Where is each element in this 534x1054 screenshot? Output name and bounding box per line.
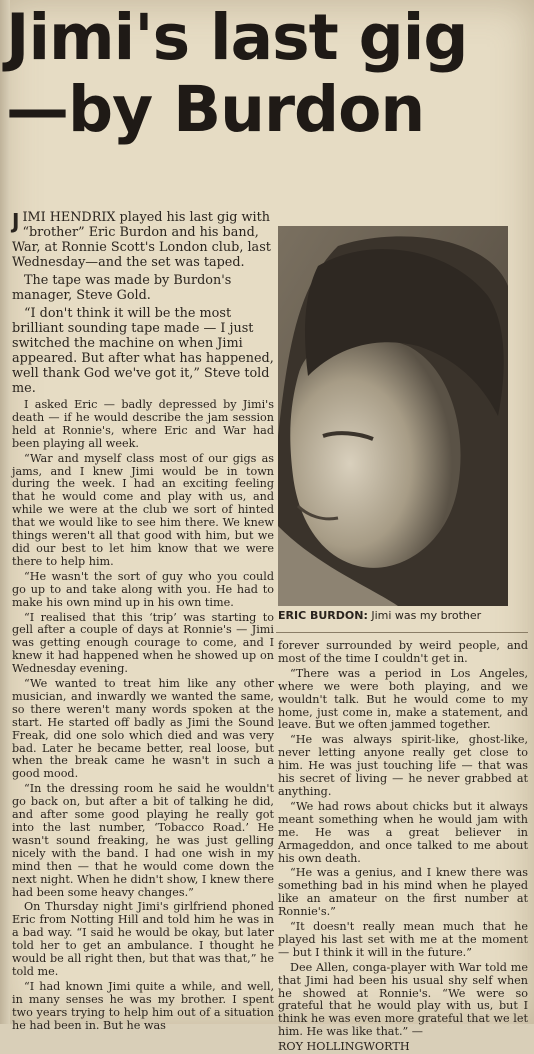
article-paragraph: “In the dressing room he said he wouldn't go back on, but after a bit of talking he did, and after some good playing he really got into the last number, ‘Tobacco Road.’ He wasn't sound freaking, he was just gelling nicely with the band. I had one wish in my mind then — that he would come down the next night. When he didn't show, I knew there had been some heavy changes.” [12,782,274,899]
caption-name: ERIC BURDON: [278,609,368,622]
article-paragraph: I asked Eric — badly depressed by Jimi's death — if he would describe the jam session held at Ronnie's, where Eric and War had been playing all week. [12,398,274,450]
article-paragraph: Dee Allen, conga-player with War told me that Jimi had been his usual shy self when he showed at Ronnie's. “We were so grateful that he would play with us, but I think he was even more grateful that we let him. He was like that.” — [278,960,528,1039]
article-paragraph: “There was a period in Los Angeles, where we were both playing, and we wouldn't talk. But he would come to my home, just come in, make a statement, and leave. But we often jammed together. [278,666,528,732]
portrait-illustration [278,226,508,606]
article-paragraph: “We had rows about chicks but it always meant something when he would jam with me. He was a great believer in Armageddon, and once talked to me about his own death. [278,799,528,865]
article-paragraph: “War and myself class most of our gigs as jams, and I knew Jimi would be in town during the week. I had an exciting feeling that he would come and play with us, and while we were at the club we sort of hinted that we would like to see him there. We knew things weren't all that good with him, but we did our best to let him know that we were there to help him. [12,451,274,568]
article-paragraph: “We wanted to treat him like any other musician, and inwardly we wanted the same, so there weren't many words spoken at the start. He started off badly as Jimi the Sound Freak, did one solo which died and was very bad. Later he became better, real loose, but when the break came he wasn't in such a good mood. [12,677,274,781]
article-paragraph: “He wasn't the sort of guy who you could go up to and take along with you. He had to make his own mind up in his own time. [12,569,274,609]
article-paragraph: “He was a genius, and I knew there was something bad in his mind when he played like an amateur on the first number at Ronnie's.” [278,866,528,919]
lead-paragraph: The tape was made by Burdon's manager, Steve Gold. [12,273,232,303]
headline [6,2,530,146]
photo-caption [278,609,528,623]
byline: ROY HOLLINGWORTH [278,1040,410,1054]
left-column [12,209,274,1032]
right-column [278,639,528,1054]
caption-divider [276,632,528,633]
eric-burdon-photo [278,226,508,606]
article-paragraph: “It doesn't really mean much that he played his last set with me at the moment — but I think it will in the future.” [278,920,528,959]
article-paragraph: “I realised that this ‘trip’ was starting to gell after a couple of days at Ronnie's — Jimi was getting enough courage to come, and I knew it had happened when he showed up on Wednesday evening. [12,610,274,676]
lead-paragraph: JIMI HENDRIX played his last gig with “brother” Eric Burdon and his band, War, at Ronnie Scott's London club, last Wednesday—and the set was taped. [12,209,271,270]
page-edge [0,0,10,1024]
article-paragraph: “I had known Jimi quite a while, and well, in many senses he was my brother. I spent two years trying to help him out of a situation he had been in. But he was [12,979,274,1032]
caption-text: Jimi was my brother [371,609,482,622]
headline-line-2: —by Burdon [6,73,425,146]
lead-paragraph: “I don't think it will be the most brilliant sounding tape made — I just switched the machine on when Jimi appeared. But after what has happened, well thank God we've got it,” Steve told me. [12,306,274,396]
article-paragraph: “He was always spirit-like, ghost-like, never letting anyone really get close to him. He was just touching life — that was his secret of living — he never grabbed at anything. [278,733,528,798]
article-paragraph: forever surrounded by weird people, and most of the time I couldn't get in. [278,639,528,665]
headline-line-1: Jimi's last gig [6,1,468,74]
drop-cap: J [12,209,20,233]
article-paragraph: On Thursday night Jimi's girlfriend phoned Eric from Notting Hill and told him he was in a bad way. “I said he would be okay, but later told her to get an ambulance. I thought he would be all right then, but that was that,” he told me. [12,900,274,978]
